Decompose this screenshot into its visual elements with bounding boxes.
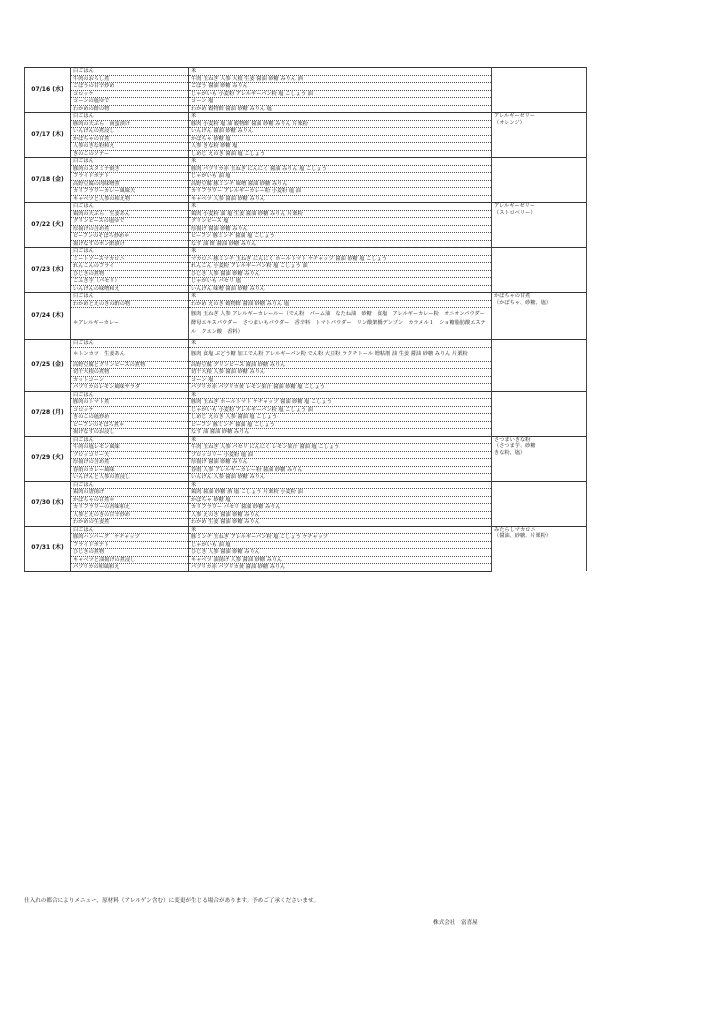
ingredients: いんげん 醤油 砂糖 みりん xyxy=(189,128,492,136)
dessert-note-line: （かぼちゃ、砂糖、塩） xyxy=(494,299,552,306)
ingredients: 米 xyxy=(189,68,492,76)
ingredients: 豚肉 玉ねぎ ホールトマト ケチャップ 醤油 砂糖 塩 こしょう xyxy=(189,399,492,407)
ingredients: 豚ミンチ 玉ねぎ アレルギーパン粉 塩 こしょう ケチャップ xyxy=(189,534,492,542)
ingredients: しめじ えのき 人参 醤油 塩 こしょう xyxy=(189,414,492,422)
ingredients: 豚肉 小麦粉 塩 油 穀物酢 醤油 砂糖 みりん 片栗粉 xyxy=(189,120,492,128)
date-cell: 07/30 (水) xyxy=(25,481,71,526)
dish-name: パプリカのレモン風味サラダ xyxy=(71,384,189,392)
ingredients: かぼちゃ 砂糖 塩 xyxy=(189,496,492,504)
dish-name: フライドポテト xyxy=(71,541,189,549)
ingredients: グリンピース 塩 xyxy=(189,218,492,226)
dish-name: 白ごはん xyxy=(71,340,189,348)
dish-name: わかめの生姜煮 xyxy=(71,519,189,527)
dessert-note-line: （オレンジ） xyxy=(494,119,525,126)
ingredients: ひじき 人参 醤油 砂糖 みりん xyxy=(189,270,492,278)
dish-name: 人参のきな粉和え xyxy=(71,143,189,151)
ingredients: 米 xyxy=(189,526,492,534)
ingredients: わかめ 穀物酢 醤油 砂糖 みりん 塩 xyxy=(189,105,492,113)
ingredients: 米 xyxy=(189,481,492,489)
dish-name: こふき芋（パセリ） xyxy=(71,278,189,286)
dish-name: 切干大根の煮物 xyxy=(71,369,189,377)
ingredients: 春雨 人参 アレルギーカレー粉 醤油 砂糖 みりん xyxy=(189,466,492,474)
dish-name: 鶏肉の唐揚げ xyxy=(71,489,189,497)
dessert-note-line: きな粉、塩） xyxy=(494,449,526,456)
dessert-note xyxy=(492,340,587,392)
dessert-note-line: さつまいきな粉 xyxy=(494,436,531,443)
dessert-note xyxy=(492,113,587,158)
dish-name: 人参とえのきの甘辛炒め xyxy=(71,511,189,519)
ingredients: じゃがいも 小麦粉 アレルギーパン粉 塩 こしょう 油 xyxy=(189,90,492,98)
ingredients: カリフラワー アレルギーカレー粉 小麦粉 塩 油 xyxy=(189,188,492,196)
dish-name: きのこのソテー xyxy=(71,150,189,158)
date-cell: 07/31 (木) xyxy=(25,526,71,571)
menu-row xyxy=(25,248,587,256)
ingredients: 米 xyxy=(189,248,492,256)
menu-row xyxy=(25,526,587,534)
dish-name: ひじきの煮物 xyxy=(71,270,189,278)
dish-name: カットコーン xyxy=(71,376,189,384)
ingredients: ごぼう 醤油 砂糖 みりん xyxy=(189,83,492,91)
dish-name: れんこんのフライ xyxy=(71,263,189,271)
dessert-note xyxy=(492,526,587,571)
dish-name: 揚げなすのポン酢漬け xyxy=(71,240,189,248)
footer-note: 仕入れの都合によりメニュー、原材料（アレルゲン含む）に変更が生じる場合があります。予めご了承くださいませ。 xyxy=(24,898,320,904)
ingredients: わかめ 生姜 醤油 砂糖 みりん xyxy=(189,519,492,527)
ingredients: 米 xyxy=(189,158,492,166)
dish-name: 高野豆腐とグリンピースの煮物 xyxy=(71,361,189,369)
dessert-note-line: みたらしマカロニ xyxy=(494,526,536,533)
dish-name: 豚肉のトマト煮 xyxy=(71,399,189,407)
dish-name: 白ごはん xyxy=(71,293,189,301)
date-cell: 07/23 (水) xyxy=(25,248,71,293)
date-cell: 07/29 (火) xyxy=(25,436,71,481)
date-cell: 07/22 (火) xyxy=(25,203,71,248)
ingredients: ビーフン 豚ミンチ 醤油 塩 こしょう xyxy=(189,233,492,241)
ingredients: なす 油 醤油 砂糖 みりん xyxy=(189,429,492,437)
ingredients: 豚肉 食塩 ぶどう糖 加工でん粉 アレルギーパン粉 でん粉 大豆粉 ラクチトール 増粘剤 油 生姜 醤油 砂糖 みりん 片栗粉 xyxy=(189,347,492,361)
menu-row xyxy=(25,391,587,399)
dessert-note-line: アレルギーゼリー xyxy=(494,203,536,209)
dish-name: コロッケ xyxy=(71,406,189,414)
menu-row xyxy=(25,436,587,444)
ingredients: 人参 きな粉 砂糖 塩 xyxy=(189,143,492,151)
ingredients: キャベツ 油揚げ 人参 醤油 砂糖 みりん xyxy=(189,556,492,564)
menu-row xyxy=(25,113,587,121)
ingredients: 厚揚げ 醤油 砂糖 みりん xyxy=(189,225,492,233)
dish-name: いんげんと人参の煮浸し xyxy=(71,474,189,482)
dish-name: ＊トンカツ 生姜あん xyxy=(71,347,189,361)
ingredients: じゃがいも 小麦粉 アレルギーパン粉 塩 こしょう 油 xyxy=(189,406,492,414)
dessert-note xyxy=(492,68,587,113)
ingredients: 厚揚げ 醤油 砂糖 みりん xyxy=(189,459,492,467)
dish-name: カリフラワーの香味和え xyxy=(71,504,189,512)
ingredients: キャベツ 人参 醤油 砂糖 みりん xyxy=(189,195,492,203)
dish-name: キャベツと油揚げの煮浸し xyxy=(71,556,189,564)
dish-name: 高野豆腐の肉味噌煮 xyxy=(71,180,189,188)
dish-name: ビーフンのそぼろ炒め＊ xyxy=(71,233,189,241)
dish-name: 白ごはん xyxy=(71,436,189,444)
dish-name: 白ごはん xyxy=(71,203,189,211)
dish-name: キャベツと人参の和え物 xyxy=(71,195,189,203)
menu-row xyxy=(25,340,587,348)
dish-name: 春雨のカレー風味 xyxy=(71,466,189,474)
dish-name: 白ごはん xyxy=(71,158,189,166)
dish-name: かぼちゃの甘煮＊ xyxy=(71,496,189,504)
dish-name: 白ごはん xyxy=(71,391,189,399)
dish-name: かぼちゃの甘煮 xyxy=(71,135,189,143)
dish-name: カリフラワーカレー風味天 xyxy=(71,188,189,196)
ingredients: マカロニ 豚ミンチ 玉ねぎ にんにく ホールトマト ケチャップ 醤油 砂糖 塩 こしょう xyxy=(189,255,492,263)
ingredients: いんげん 味噌 醤油 砂糖 みりん xyxy=(189,285,492,293)
ingredients: なす 油 酢 醤油 砂糖 みりん xyxy=(189,240,492,248)
ingredients: 米 xyxy=(189,293,492,301)
dessert-note xyxy=(492,293,587,340)
dish-name: ブロッコリー天 xyxy=(71,451,189,459)
ingredients: しめじ えのき 醤油 塩 こしょう xyxy=(189,150,492,158)
dish-name: 豚肉のスタミナ焼き xyxy=(71,165,189,173)
ingredients: 鶏肉 小麦粉 油 塩 生姜 醤油 砂糖 みりん 片栗粉 xyxy=(189,210,492,218)
dessert-note-line: アレルギーゼリー xyxy=(494,113,536,119)
dessert-note-line: （醤油、砂糖、片栗粉） xyxy=(494,533,552,539)
dessert-note-line: かぼちゃの甘煮 xyxy=(494,293,531,299)
ingredients: パプリカ赤 パプリカ黄 醤油 砂糖 みりん xyxy=(189,564,492,572)
date-cell: 07/25 (金) xyxy=(25,340,71,392)
ingredients: ひじき 人参 醤油 砂糖 みりん xyxy=(189,549,492,557)
ingredients: じゃがいも パセリ 塩 xyxy=(189,278,492,286)
ingredients: 牛肉 玉ねぎ 人参 パセリ にんにく レモン果汁 醤油 塩 こしょう xyxy=(189,444,492,452)
company-name: 株式会社 富喜屋 xyxy=(433,920,478,926)
dish-name: 牛肉の塩レモン風味 xyxy=(71,444,189,452)
dish-name: ひじきの煮物 xyxy=(71,549,189,557)
dessert-note xyxy=(492,391,587,436)
dish-name: 牛肉のおろし煮 xyxy=(71,75,189,83)
date-cell: 07/24 (木) xyxy=(25,293,71,340)
menu-body xyxy=(25,68,587,572)
dessert-note xyxy=(492,248,587,293)
ingredients: 豚肉 パプリカ赤 玉ねぎ にんにく 醤油 みりん 塩 こしょう xyxy=(189,165,492,173)
ingredients: 米 xyxy=(189,436,492,444)
dish-name: 豚肉の天ぷら 南蛮漬け xyxy=(71,120,189,128)
dessert-note-line: （さつま芋、砂糖 xyxy=(494,443,536,449)
dish-name: 厚揚げの含め煮 xyxy=(71,225,189,233)
ingredients: わかめ えのき 穀物酢 醤油 砂糖 みりん 塩 xyxy=(189,300,492,308)
ingredients: じゃがいも 油 塩 xyxy=(189,173,492,181)
menu-row xyxy=(25,68,587,76)
ingredients: いんげん 人参 醤油 砂糖 みりん xyxy=(189,474,492,482)
menu-table xyxy=(24,67,587,572)
ingredients: じゃがいも 油 塩 xyxy=(189,541,492,549)
dish-name: フライドポテト xyxy=(71,173,189,181)
ingredients: 豚肉 玉ねぎ 人参 アレルギーカレールー（でん粉 パーム油 なたね油 砂糖 食塩 アレルギーカレー粉 オニオンパウダー 酵母エキスパウダー さつまいもパウダー 香辛料 トマトパウダー リン酸架橋デンプン カラメル１ ショ糖脂肪酸エステル クエン酸 香料） xyxy=(189,308,492,340)
dish-name: コーンの塩ゆで xyxy=(71,98,189,106)
ingredients: コーン 塩 xyxy=(189,376,492,384)
ingredients: 高野豆腐 豚ミンチ 味噌 醤油 砂糖 みりん xyxy=(189,180,492,188)
ingredients: パプリカ赤 パプリカ黄 レモン果汁 醤油 砂糖 塩 こしょう xyxy=(189,384,492,392)
ingredients: 米 xyxy=(189,391,492,399)
menu-row xyxy=(25,203,587,211)
dish-name: 豚肉ハンバーグ ケチャップ xyxy=(71,534,189,542)
ingredients: カリフラワー パセリ 醤油 砂糖 みりん xyxy=(189,504,492,512)
ingredients: 米 xyxy=(189,113,492,121)
dessert-note xyxy=(492,203,587,248)
ingredients: 米 xyxy=(189,340,492,348)
dish-name: ごぼうの甘辛炒め xyxy=(71,83,189,91)
date-cell: 07/16 (水) xyxy=(25,68,71,113)
dish-name: わかめとえのきの酢の物 xyxy=(71,300,189,308)
dish-name: きのこの塩炒め xyxy=(71,414,189,422)
dessert-note-line: （ストロベリー） xyxy=(494,209,536,216)
ingredients: 人参 えのき 醤油 砂糖 みりん xyxy=(189,511,492,519)
dish-name: ビーフンのそぼろ煮＊ xyxy=(71,421,189,429)
date-cell: 07/28 (月) xyxy=(25,391,71,436)
dish-name: ＊アレルギーカレー xyxy=(71,308,189,340)
date-cell: 07/17 (木) xyxy=(25,113,71,158)
menu-row xyxy=(25,293,587,301)
date-cell: 07/18 (金) xyxy=(25,158,71,203)
dish-name: いんげんの味噌和え xyxy=(71,285,189,293)
menu-row xyxy=(25,481,587,489)
ingredients: 牛肉 玉ねぎ 人参 大根 生姜 醤油 砂糖 みりん 酒 xyxy=(189,75,492,83)
dessert-note xyxy=(492,481,587,526)
dish-name: 白ごはん xyxy=(71,248,189,256)
dish-name: 白ごはん xyxy=(71,113,189,121)
ingredients: 鶏肉 醤油 砂糖 酒 塩 こしょう 片栗粉 小麦粉 油 xyxy=(189,489,492,497)
ingredients: 高野豆腐 グリンピース 醤油 砂糖 みりん xyxy=(189,361,492,369)
dish-name: ミートソースマカロニ xyxy=(71,255,189,263)
ingredients: 米 xyxy=(189,203,492,211)
menu-row xyxy=(25,158,587,166)
dish-name: 白ごはん xyxy=(71,68,189,76)
dish-name: 白ごはん xyxy=(71,481,189,489)
ingredients: れんこん 小麦粉 アレルギーパン粉 塩 こしょう 油 xyxy=(189,263,492,271)
dish-name: 揚げなすのお浸し xyxy=(71,429,189,437)
dish-name: コロッケ xyxy=(71,90,189,98)
ingredients: かぼちゃ 砂糖 塩 xyxy=(189,135,492,143)
dessert-note xyxy=(492,158,587,203)
ingredients: 切干大根 人参 醤油 砂糖 みりん xyxy=(189,369,492,377)
dessert-note xyxy=(492,436,587,481)
dish-name: パプリカの和風和え xyxy=(71,564,189,572)
dish-name: 鶏肉の天ぷら 生姜あん xyxy=(71,210,189,218)
dish-name: グリンピースの塩ゆで xyxy=(71,218,189,226)
ingredients: ブロッコリー 小麦粉 塩 油 xyxy=(189,451,492,459)
dish-name: わかめの酢の物 xyxy=(71,105,189,113)
dish-name: いんげんの煮浸し xyxy=(71,128,189,136)
dish-name: 白ごはん xyxy=(71,526,189,534)
dish-name: 厚揚げの含め煮 xyxy=(71,459,189,467)
ingredients: ビーフン 豚ミンチ 醤油 塩 こしょう xyxy=(189,421,492,429)
ingredients: コーン 塩 xyxy=(189,98,492,106)
